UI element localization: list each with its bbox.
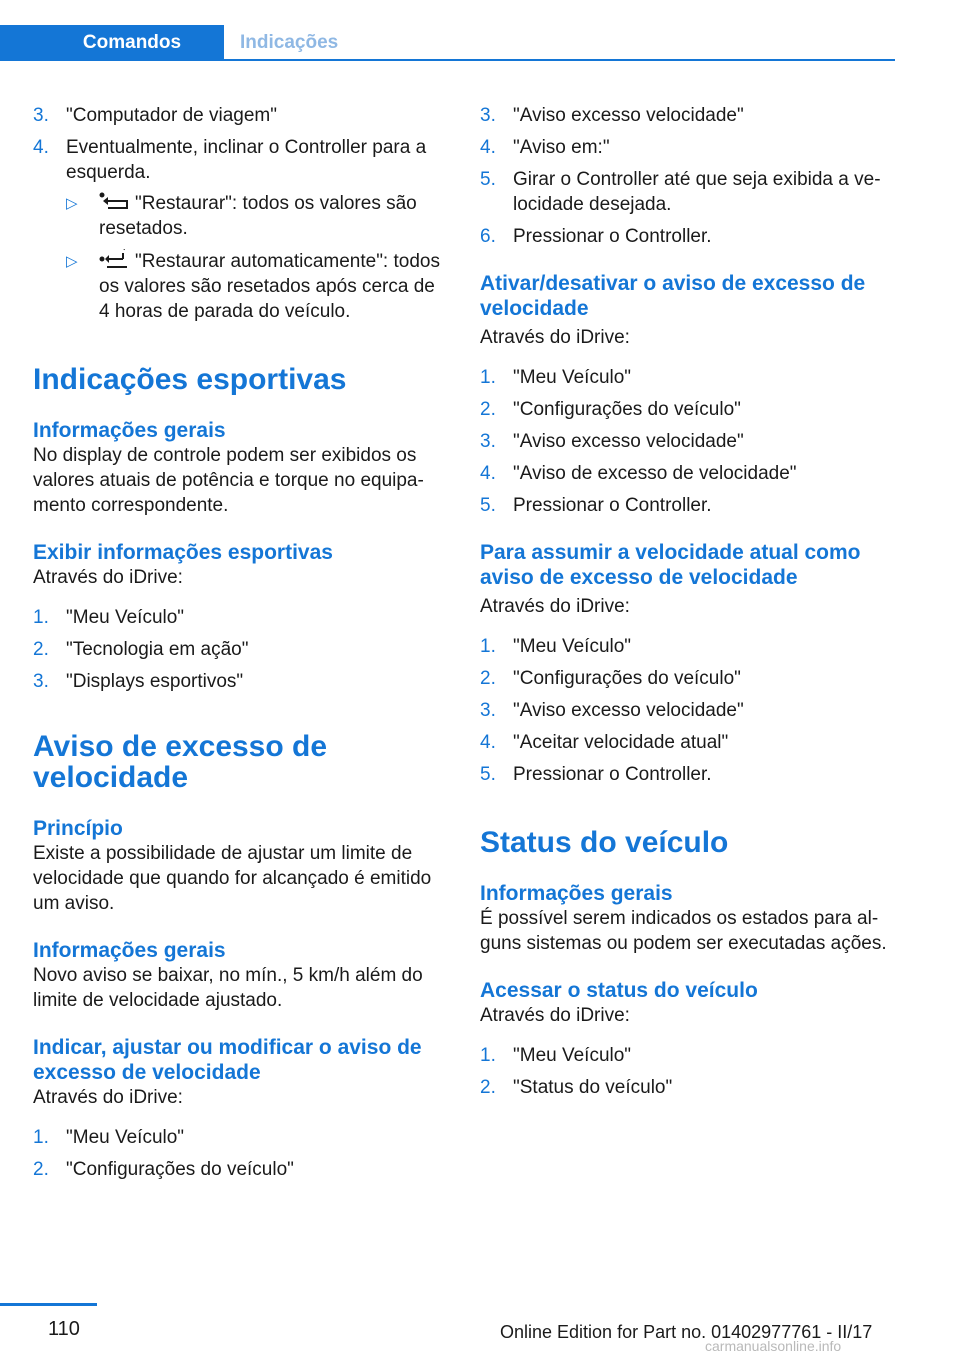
section-heading: Aviso de excesso de velocidade — [33, 730, 328, 794]
list-item: 1. "Meu Veículo" — [33, 607, 185, 628]
list-item: 2. "Configurações do veículo" — [33, 1159, 294, 1180]
list-item: 3. "Aviso excesso velocidade" — [480, 431, 744, 452]
list-item: 1. "Meu Veículo" — [480, 1045, 632, 1066]
subsection-heading: Princípio — [33, 817, 123, 840]
sub-list-item: ▷ "Restaurar automaticamente": todos os valores são resetados após cerca de 4 horas de parada do veículo. — [66, 249, 449, 324]
paragraph: Através do iDrive: — [480, 327, 630, 348]
page-number: 110 — [48, 1318, 80, 1340]
list-item: 5. Pressionar o Controller. — [480, 495, 712, 516]
list-item: 5. Girar o Controller até que seja exibida a velocidade desejada. — [480, 169, 881, 215]
paragraph: É possível serem indicados os estados para alguns sistemas ou podem ser executadas ações. — [480, 908, 887, 954]
paragraph: No display de controle podem ser exibidos os valores atuais de potência e torque no equipamento correspondente. — [33, 445, 424, 516]
edition-note: Online Edition for Part no. 01402977761 - II/17 — [500, 1322, 873, 1342]
list-item: 2. "Tecnologia em ação" — [33, 639, 249, 660]
list-item: 2. "Configurações do veículo" — [480, 399, 741, 420]
list-item: 3. "Aviso excesso velocidade" — [480, 700, 744, 721]
subsection-heading: Ativar/desativar o aviso de excesso de velocidade — [480, 272, 866, 320]
tab-indicacoes[interactable]: Indicações — [240, 32, 339, 53]
steps-list — [480, 365, 896, 518]
steps-list — [33, 1125, 449, 1182]
subsection-heading: Exibir informações esportivas — [33, 541, 333, 564]
list-item: 4. "Aviso em:" — [480, 137, 610, 158]
subsection-heading: Indicar, ajustar ou modificar o aviso de excesso de velocidade — [33, 1036, 422, 1084]
subsection-heading: Informações gerais — [480, 882, 673, 905]
right-column — [480, 103, 896, 1107]
list-item: 3. "Aviso excesso velocidade" — [480, 105, 744, 126]
list-item: 6. Pressionar o Controller. — [480, 226, 712, 247]
list-item: 5. Pressionar o Controller. — [480, 764, 712, 785]
tab-comandos[interactable]: Comandos — [0, 25, 224, 61]
paragraph: Existe a possibilidade de ajustar um limite de velocidade que quando for alcançado é emitido um aviso. — [33, 843, 432, 914]
list-item: 4. "Aceitar velocidade atual" — [480, 732, 729, 753]
left-column — [33, 103, 449, 1189]
paragraph: Através do iDrive: — [480, 596, 630, 617]
steps-list — [480, 634, 896, 787]
paragraph: Através do iDrive: — [480, 1005, 630, 1026]
watermark: carmanualsonline.info — [705, 1338, 842, 1354]
steps-list — [33, 605, 449, 694]
list-item: 1. "Meu Veículo" — [480, 367, 632, 388]
list-item: 4. "Aviso de excesso de velocidade" — [480, 463, 797, 484]
list-item: 1. "Meu Veículo" — [33, 1127, 185, 1148]
paragraph: Através do iDrive: — [33, 1087, 183, 1108]
footer-rule — [0, 1303, 97, 1306]
steps-list — [33, 103, 449, 324]
reset-icon — [99, 191, 131, 211]
subsection-heading: Acessar o status do veículo — [480, 979, 758, 1002]
paragraph: Através do iDrive: — [33, 567, 183, 588]
sub-list-item: ▷ "Restaurar": todos os valores são resetados. — [66, 193, 417, 239]
steps-list — [480, 1043, 896, 1100]
list-item: 2. "Status do veículo" — [480, 1077, 673, 1098]
chapter-tabs — [0, 25, 895, 61]
list-item: 2. "Configurações do veículo" — [480, 668, 741, 689]
list-item: 3. "Computador de viagem" — [33, 105, 277, 126]
list-item: 1. "Meu Veículo" — [480, 636, 632, 657]
section-heading: Indicações esportivas — [33, 363, 347, 396]
paragraph: Novo aviso se baixar, no mín., 5 km/h além do limite de velocidade ajustado. — [33, 965, 423, 1011]
list-item: 3. "Displays esportivos" — [33, 671, 244, 692]
subsection-heading: Informações gerais — [33, 939, 226, 962]
steps-list — [480, 103, 896, 249]
auto-reset-icon — [99, 249, 131, 269]
section-heading: Status do veículo — [480, 826, 729, 859]
subsection-heading: Para assumir a velocidade atual como aviso de excesso de velocidade — [480, 541, 861, 589]
list-item: 4. Eventualmente, inclinar o Controller para a esquerda. ▷ "Restaurar": todos os valores são resetados. ▷ "Restaurar automaticamente": todos os valores são resetados após cerca de 4 horas de parada do veículo. — [33, 135, 449, 324]
sub-list — [66, 191, 449, 324]
subsection-heading: Informações gerais — [33, 419, 226, 442]
